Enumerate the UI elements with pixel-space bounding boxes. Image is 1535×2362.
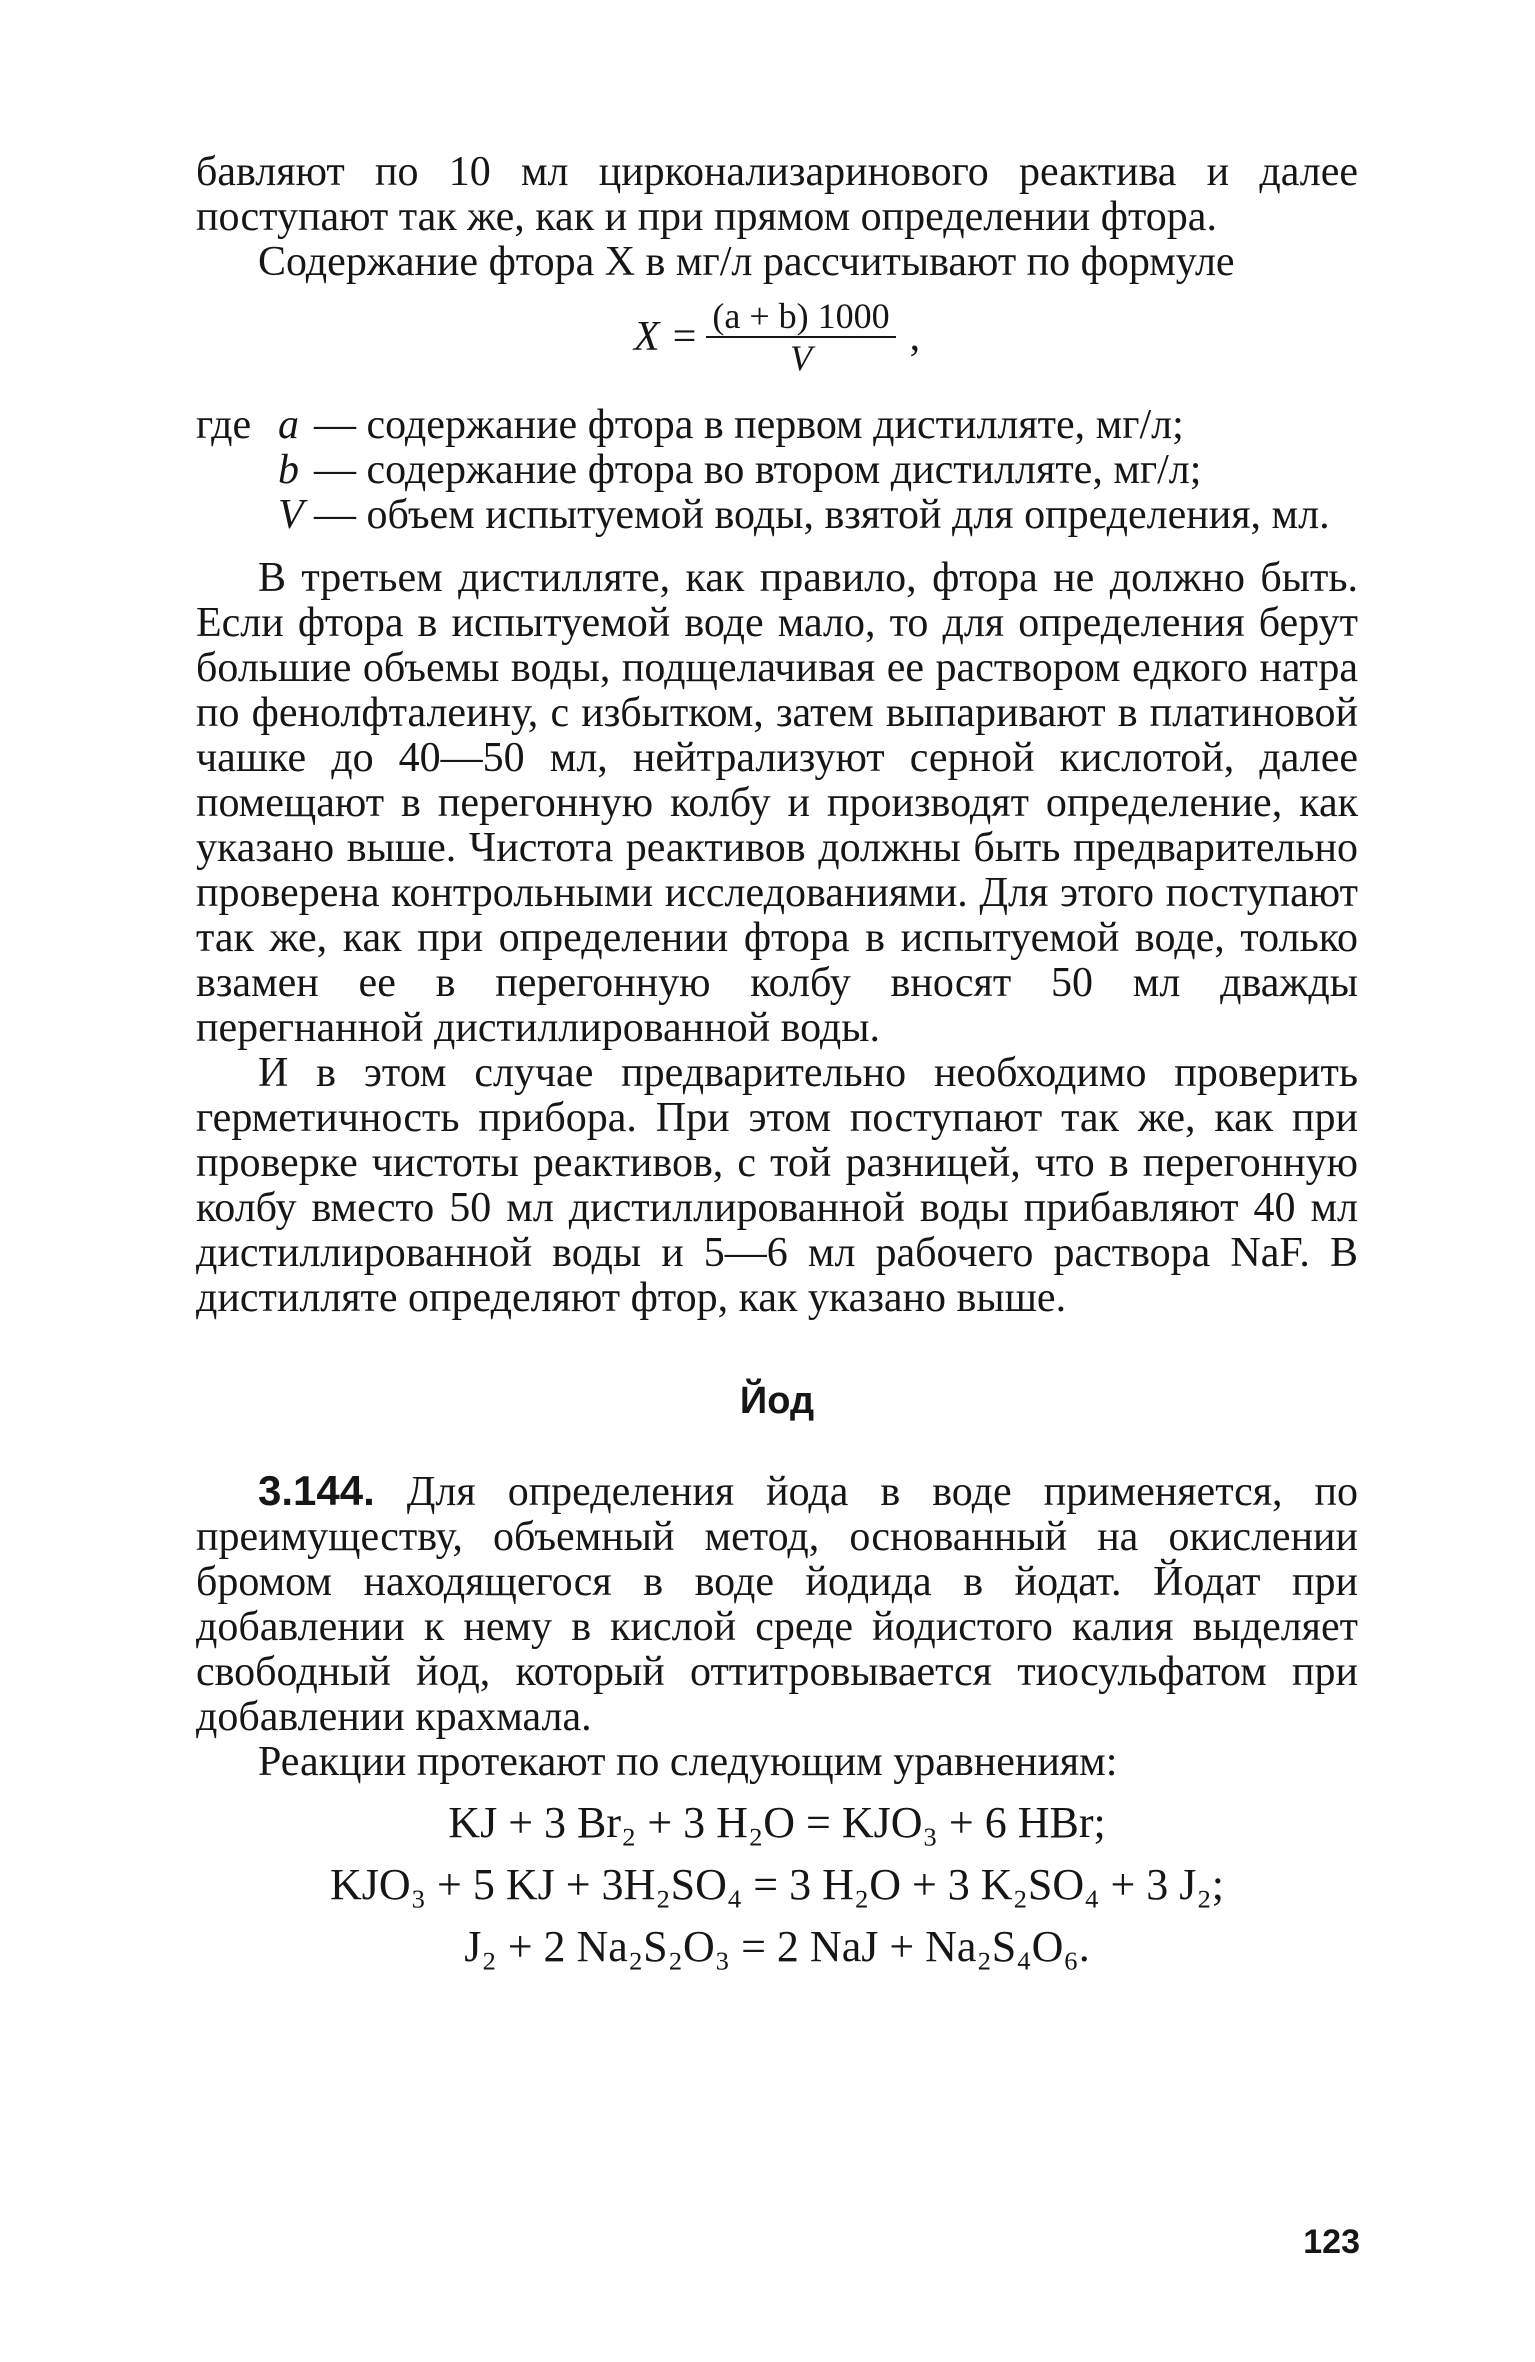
where-symbol: a xyxy=(278,402,299,448)
equation-1: KJ + 3 Br₂ + 3 H₂O = KJO₃ + 6 HBr; xyxy=(448,1798,1106,1847)
where-lead: где xyxy=(196,402,252,448)
formula-fraction xyxy=(706,296,895,378)
where-definition: — содержание фтора в первом дистилляте, мг/л; xyxy=(314,402,1184,448)
formula-denominator: V xyxy=(789,338,812,378)
where-item xyxy=(196,403,1358,448)
section-paragraph-1-text: Для определения йода в воде применяется, по преимуществу, объемный метод, основанный на окислении бромом находящегося в воде йодида в йодат. Йодат при добавлении к нему в кислой среде йодистого калия выделяет свободный йод, который оттитровывается тиосульфатом при добавлении крахмала. xyxy=(196,1469,1358,1740)
formula-numerator: (a + b) 1000 xyxy=(706,296,895,338)
section-heading: Йод xyxy=(739,1380,815,1422)
where-item xyxy=(196,448,1358,493)
paragraph-3: В третьем дистилляте, как правило, фтора не должно быть. Если фтора в испытуемой воде мало, то для определения берут большие объемы воды, подщелачивая ее раствором едкого натра по фенолфталеину, с избытком, затем выпаривают в платиновой чашке до 40—50 мл, нейтрализуют серной кислотой, далее помещают в перегонную колбу и производят определение, как указано выше. Чистота реактивов должны быть предварительно проверена контрольными исследованиями. Для этого поступают так же, как при определении фтора в испытуемой воде, только взамен ее в перегонную колбу вносят 50 мл дважды перегнанной дистиллированной воды. xyxy=(196,555,1358,1051)
where-symbol: b xyxy=(278,447,299,493)
paragraph-1: бавляют по 10 мл цирконализаринового реактива и далее поступают так же, как и при прямом определении фтора. xyxy=(196,149,1358,240)
where-definition: — объем испытуемой воды, взятой для определения, мл. xyxy=(314,492,1330,538)
where-list xyxy=(196,403,1358,538)
page-content xyxy=(196,150,1358,1983)
formula-lhs: X = xyxy=(633,313,699,360)
paragraph-4: И в этом случае предварительно необходимо проверить герметичность прибора. При этом поступают так же, как при проверке чистоты реактивов, с той разницей, что в перегонную колбу вместо 50 мл дистиллированной воды прибавляют 40 мл дистиллированной воды и 5—6 мл рабочего раствора NaF. В дистилляте определяют фтор, как указано выше. xyxy=(196,1050,1358,1321)
where-item xyxy=(196,493,1358,538)
page-number: 123 xyxy=(1303,2223,1360,2261)
paragraph-number: 3.144. xyxy=(258,1467,375,1514)
section-paragraph-1 xyxy=(196,1468,1358,1740)
where-definition: — содержание фтора во втором дистилляте, мг/л; xyxy=(314,447,1202,493)
equation-2: KJO₃ + 5 KJ + 3H₂SO₄ = 3 H₂O + 3 K₂SO₄ + 3 J₂; xyxy=(330,1860,1224,1909)
formula-comma: , xyxy=(909,313,921,360)
equation-3: J₂ + 2 Na₂S₂O₃ = 2 NaJ + Na₂S₄O₆. xyxy=(464,1922,1090,1971)
paragraph-2: Содержание фтора X в мг/л рассчитывают по формуле xyxy=(258,239,1235,285)
section-paragraph-2: Реакции протекают по следующим уравнениям: xyxy=(258,1739,1118,1785)
fluorine-formula xyxy=(196,295,1358,379)
where-symbol: V xyxy=(278,492,304,538)
